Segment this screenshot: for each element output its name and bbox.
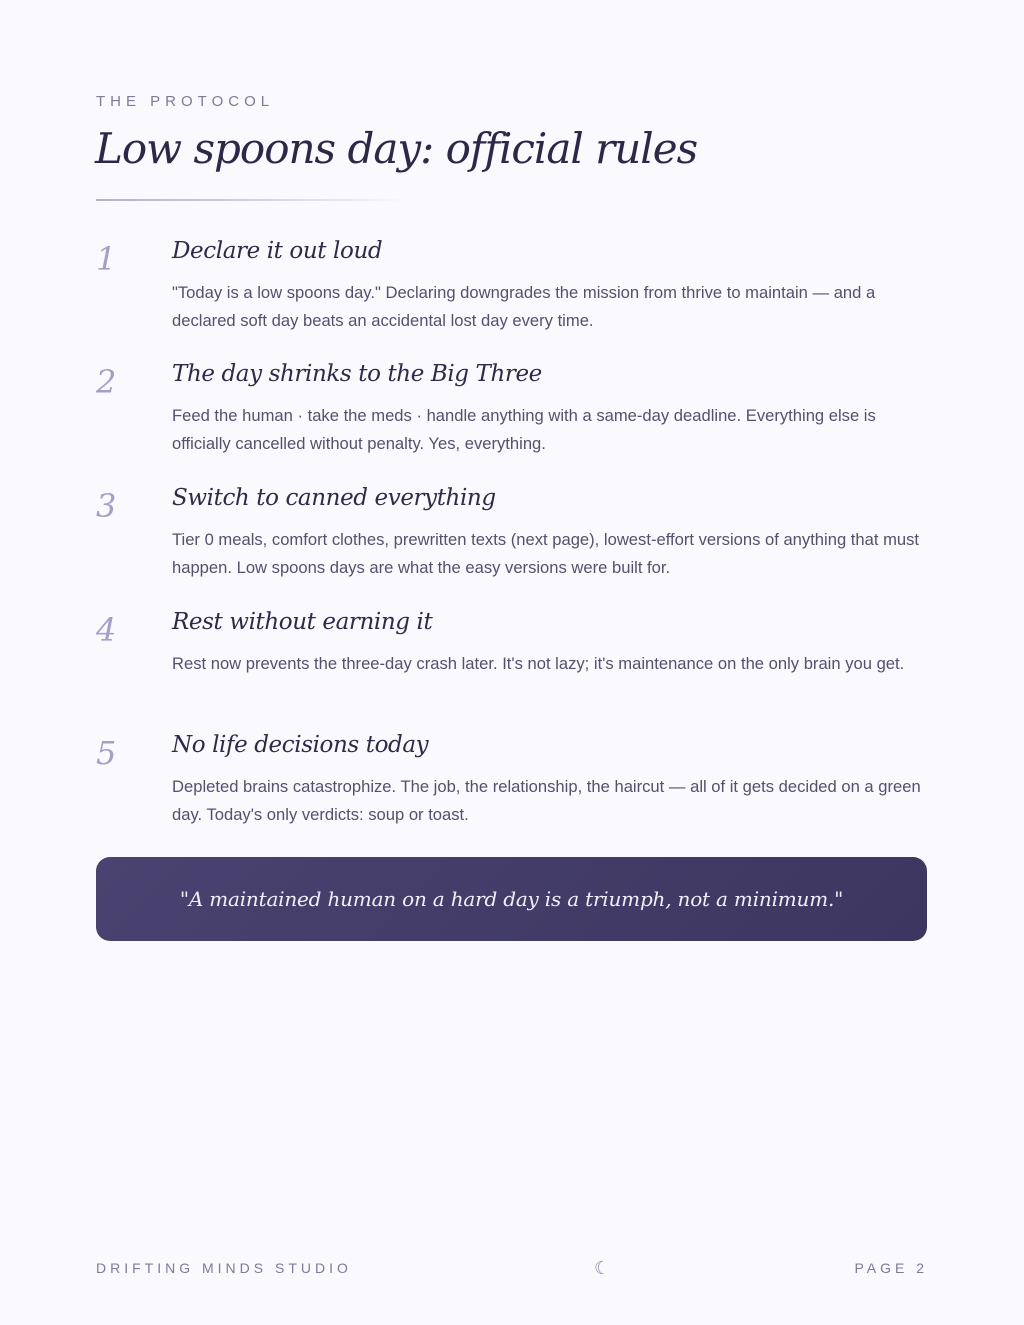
rule-number: 1 — [96, 240, 117, 278]
rule-text: Feed the human · take the meds · handle anything with a same-day deadline. Everything else is officially cancelled without penalty. Yes, everything. — [172, 406, 876, 453]
rule-heading: Declare it out loud — [172, 238, 383, 264]
rule-number: 4 — [96, 611, 117, 649]
quote-text: "A maintained human on a hard day is a triumph, not a minimum." — [179, 887, 844, 911]
rule-body — [172, 483, 928, 582]
rule-heading: No life decisions today — [172, 732, 429, 758]
rule-text: Rest now prevents the three-day crash later. It's not lazy; it's maintenance on the only brain you get. — [172, 654, 905, 673]
rule-text: "Today is a low spoons day." Declaring downgrades the mission from thrive to maintain — and a declared soft day beats an accidental lost day every time. — [172, 283, 876, 330]
rule-heading: The day shrinks to the Big Three — [172, 361, 542, 387]
rule-body — [172, 359, 928, 458]
quote-card — [96, 857, 927, 941]
page-title: Low spoons day: official rules — [95, 124, 698, 173]
rule-number: 2 — [96, 363, 117, 401]
rule-text: Tier 0 meals, comfort clothes, prewritten texts (next page), lowest-effort versions of anything that must happen. Low spoons days are what the easy versions were built for. — [172, 530, 920, 577]
rule-number: 5 — [96, 734, 117, 772]
rule-body — [172, 730, 928, 829]
rule-heading: Switch to canned everything — [172, 485, 496, 511]
footer-page-number: PAGE 2 — [854, 1260, 928, 1276]
title-divider — [96, 199, 406, 201]
section-eyebrow: THE PROTOCOL — [96, 93, 275, 110]
footer-studio-name: DRIFTING MINDS STUDIO — [96, 1260, 352, 1276]
moon-icon: ☾ — [594, 1258, 611, 1279]
rule-heading: Rest without earning it — [172, 609, 433, 635]
rule-body — [172, 607, 928, 678]
rule-number: 3 — [96, 487, 117, 525]
rule-body — [172, 236, 928, 335]
rule-text: Depleted brains catastrophize. The job, the relationship, the haircut — all of it gets decided on a green day. Today's only verdicts: soup or toast. — [172, 777, 921, 824]
